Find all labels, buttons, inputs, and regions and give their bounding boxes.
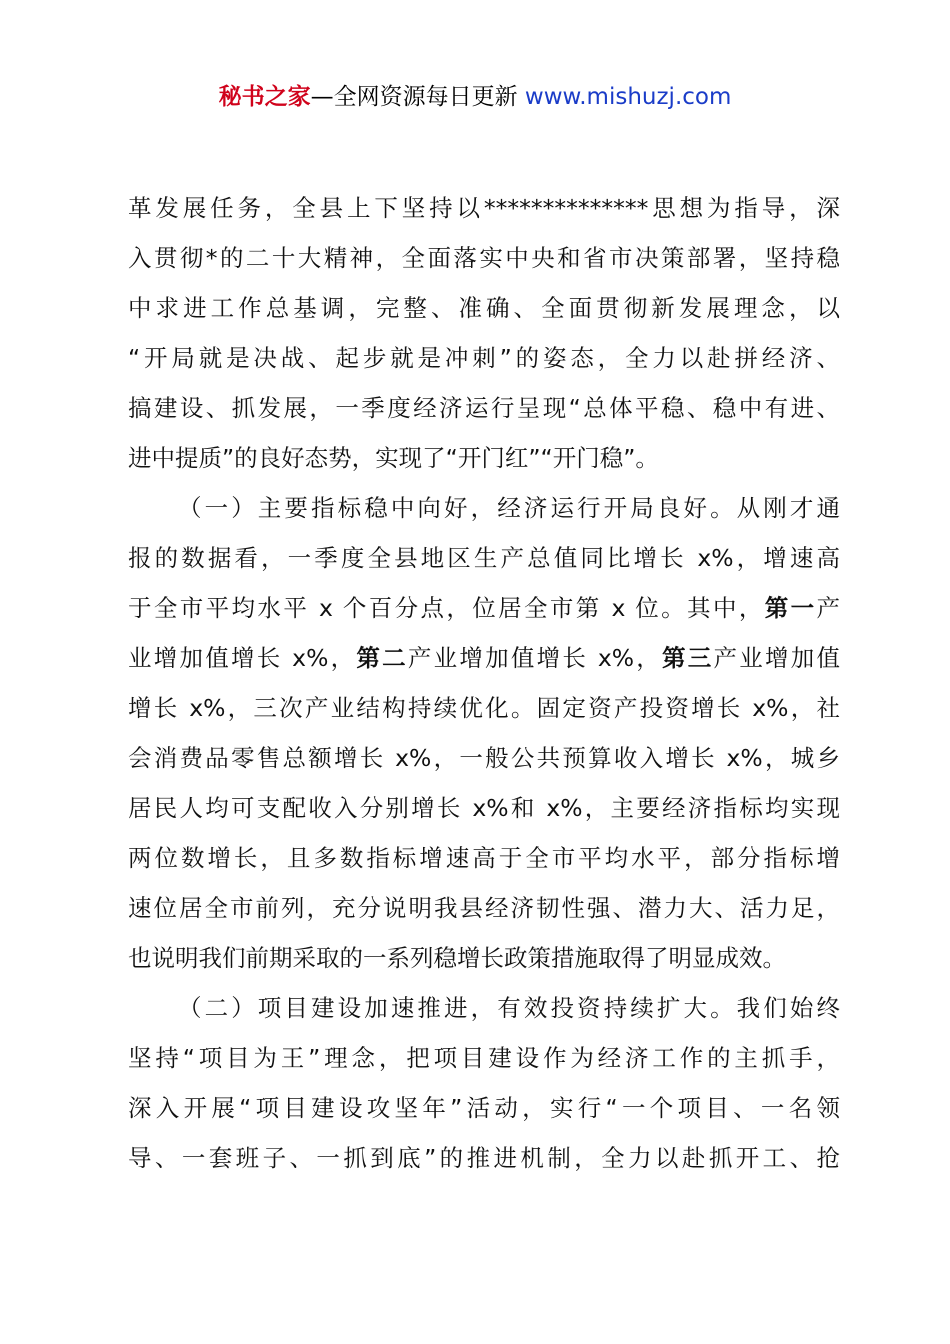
text-run: 产业增加值增长 x%， [407,644,663,672]
text-line: 深入开展“项目建设攻坚年”活动，实行“一个项目、一名领 [128,1094,840,1122]
text-line: “开局就是决战、起步就是冲刺”的姿态，全力以赴拼经济、 [128,344,840,372]
section-heading-line: （一）主要指标稳中向好，经济运行开局良好。从刚才通 [178,494,840,522]
text-line: 革发展任务，全县上下坚持以**************思想为指导，深 [128,194,840,222]
header-brand: 秘书之家 [218,84,311,110]
text-line: 入贯彻*的二十大精神，全面落实中央和省市决策部署，坚持稳 [128,244,840,272]
section-heading-line: （二）项目建设加速推进，有效投资持续扩大。我们始终 [178,994,840,1022]
text-line: 速位居全市前列，充分说明我县经济韧性强、潜力大、活力足， [128,894,840,922]
bold-term-second: 第二 [356,644,408,672]
text-line [128,633,840,683]
text-line: 增长 x%，三次产业结构持续优化。固定资产投资增长 x%，社 [128,694,840,722]
text-line [128,583,840,633]
text-run: 业增加值增长 x%， [128,644,357,672]
bold-term-third: 第三 [662,644,714,672]
page-header [0,82,950,112]
document-body [128,183,840,1183]
header-separator: — [310,84,334,110]
text-line: 居民人均可支配收入分别增长 x%和 x%，主要经济指标均实现 [128,794,840,822]
header-slogan: 全网资源每日更新 [333,84,518,110]
text-line: 搞建设、抓发展，一季度经济运行呈现“总体平稳、稳中有进、 [128,394,840,422]
text-line: 导、一套班子、一抓到底”的推进机制，全力以赴抓开工、抢 [128,1144,840,1172]
text-line: 也说明我们前期采取的一系列稳增长政策措施取得了明显成效。 [128,944,786,972]
text-line: 坚持“项目为王”理念，把项目建设作为经济工作的主抓手， [128,1044,840,1072]
header-url[interactable]: www.mishuzj.com [524,84,732,110]
text-run: 于全市平均水平 x 个百分点，位居全市第 x 位。其中， [128,594,765,622]
text-line: 会消费品零售总额增长 x%，一般公共预算收入增长 x%，城乡 [128,744,840,772]
text-line: 进中提质”的良好态势，实现了“开门红”“开门稳”。 [128,444,659,472]
text-line: 报的数据看，一季度全县地区生产总值同比增长 x%，增速高 [128,544,840,572]
bold-term-first: 第一 [764,594,817,622]
text-line: 中求进工作总基调，完整、准确、全面贯彻新发展理念，以 [128,294,840,322]
text-run: 产业增加值 [713,644,841,672]
text-run: 产 [816,594,841,622]
text-line: 两位数增长，且多数指标增速高于全市平均水平，部分指标增 [128,844,840,872]
